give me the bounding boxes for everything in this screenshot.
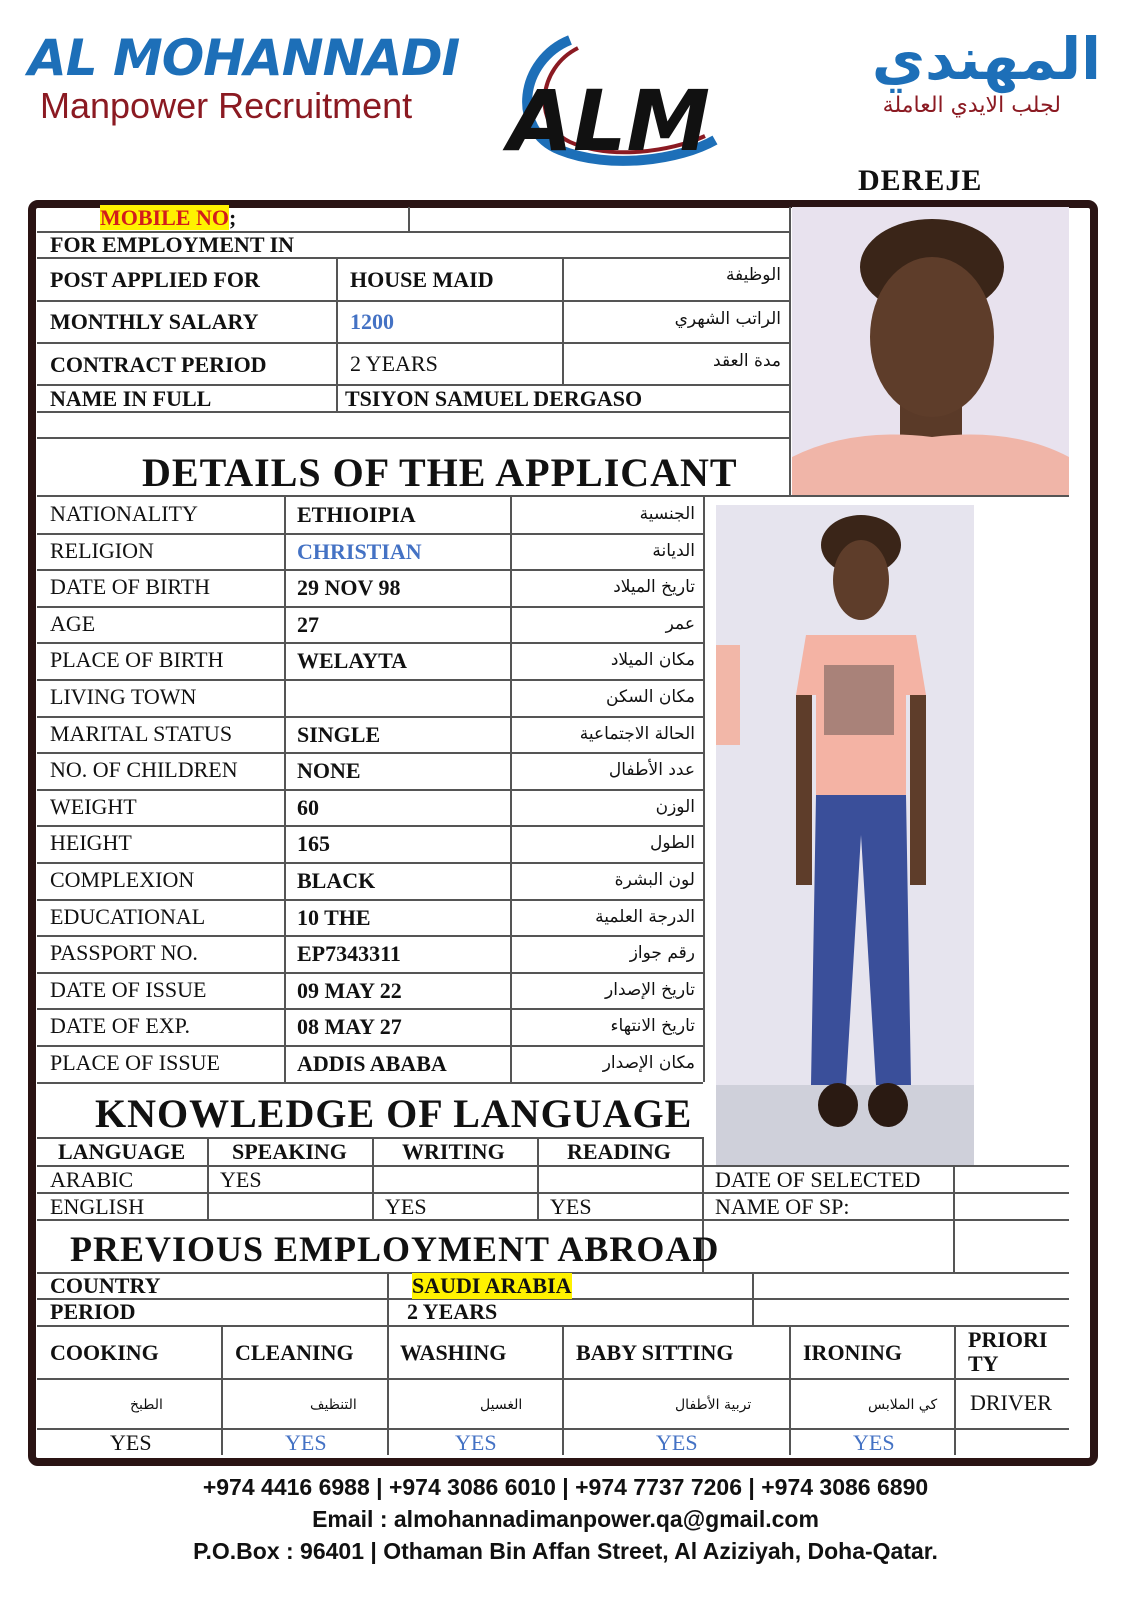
skill-value-cleaning: YES: [285, 1430, 327, 1455]
divider: [387, 1325, 389, 1455]
skill-value-cooking: YES: [110, 1430, 152, 1455]
brand-english: [28, 30, 498, 126]
brand-arabic-name: المهندي: [871, 25, 1101, 93]
contract-arabic: مدة العقد: [713, 351, 781, 371]
divider: [510, 496, 512, 1082]
detail-value: ADDIS ABABA: [297, 1051, 447, 1076]
detail-label: COMPLEXION: [50, 867, 195, 892]
divider: [372, 1137, 374, 1219]
divider: [954, 1325, 956, 1455]
detail-arabic-label: تاريخ الانتهاء: [610, 1016, 695, 1036]
divider: [37, 1045, 703, 1047]
details-title: DETAILS OF THE APPLICANT: [142, 450, 738, 495]
divider: [37, 1428, 1069, 1430]
detail-label: MARITAL STATUS: [50, 721, 233, 746]
skill-value-ironing: YES: [853, 1430, 895, 1455]
divider: [37, 606, 703, 608]
skill-arabic-ironing: كي الملابس: [868, 1397, 938, 1413]
detail-label: AGE: [50, 611, 96, 636]
detail-arabic-label: رقم جواز: [629, 943, 695, 963]
priority-label-1: PRIORI: [968, 1327, 1048, 1352]
divider: [37, 825, 703, 827]
skill-arabic-cooking: الطبخ: [130, 1397, 163, 1413]
lang-arabic-speaking: YES: [220, 1167, 262, 1192]
detail-value: 29 NOV 98: [297, 575, 401, 600]
detail-arabic-label: عمر: [665, 614, 695, 634]
post-value: HOUSE MAID: [350, 267, 494, 292]
brand-name: AL MOHANNADI: [28, 29, 460, 87]
lang-english-writing: YES: [385, 1194, 427, 1219]
detail-arabic-label: الوزن: [655, 797, 695, 817]
detail-label: NATIONALITY: [50, 501, 198, 526]
divider: [284, 496, 286, 1082]
divider: [37, 437, 789, 439]
divider: [953, 1165, 955, 1272]
name-sp-label: NAME OF SP:: [715, 1194, 850, 1219]
skill-header-cooking: COOKING: [50, 1340, 159, 1365]
portrait-image: [792, 207, 1069, 497]
detail-label: WEIGHT: [50, 794, 137, 819]
skill-header-baby-sitting: BABY SITTING: [576, 1340, 734, 1365]
skill-value-washing: YES: [455, 1430, 497, 1455]
divider: [37, 300, 789, 302]
divider: [336, 257, 338, 412]
detail-arabic-label: الدرجة العلمية: [595, 907, 695, 927]
detail-value: 165: [297, 831, 330, 856]
lang-header-language: LANGUAGE: [58, 1139, 186, 1164]
priority-value: DRIVER: [970, 1390, 1052, 1415]
brand-arabic-tagline: لجلب الايدي العاملة: [882, 93, 1061, 118]
detail-arabic-label: عدد الأطفال: [608, 760, 695, 780]
divider: [387, 1272, 389, 1325]
footer-email: Email : almohannadimanpower.qa@gmail.com: [312, 1506, 819, 1532]
detail-arabic-label: الحالة الاجتماعية: [579, 724, 695, 744]
language-title: KNOWLEDGE OF LANGUAGE: [95, 1091, 693, 1136]
divider: [37, 899, 703, 901]
divider: [37, 569, 703, 571]
skill-header-ironing: IRONING: [803, 1340, 903, 1365]
divider: [37, 972, 703, 974]
detail-label: RELIGION: [50, 538, 154, 563]
divider: [207, 1137, 209, 1219]
period-value: 2 YEARS: [407, 1299, 498, 1324]
detail-arabic-label: الطول: [650, 833, 695, 853]
detail-label: PLACE OF ISSUE: [50, 1050, 220, 1075]
divider: [37, 1325, 1069, 1327]
divider: [789, 1325, 791, 1455]
skill-header-washing: WASHING: [400, 1340, 507, 1365]
detail-value: 27: [297, 612, 319, 637]
divider: [37, 342, 789, 344]
detail-label: EDUCATIONAL: [50, 904, 206, 929]
divider: [37, 642, 703, 644]
skill-header-cleaning: CLEANING: [235, 1340, 354, 1365]
detail-arabic-label: مكان الإصدار: [602, 1053, 695, 1073]
skill-value-baby-sitting: YES: [656, 1430, 698, 1455]
lang-row-arabic: ARABIC: [50, 1167, 134, 1192]
salary-label: MONTHLY SALARY: [50, 309, 259, 334]
name-label: NAME IN FULL: [50, 386, 212, 411]
detail-arabic-label: الديانة: [652, 541, 695, 561]
detail-value: BLACK: [297, 868, 376, 893]
detail-label: DATE OF BIRTH: [50, 574, 211, 599]
lang-header-speaking: SPEAKING: [232, 1139, 347, 1164]
alm-logo: [500, 20, 740, 180]
mobile-label-wrap: [100, 205, 236, 231]
applicant-full-body-photo: [716, 505, 974, 1167]
divider: [37, 533, 703, 535]
detail-label: HEIGHT: [50, 830, 132, 855]
detail-arabic-label: الجنسية: [639, 504, 695, 524]
salary-value: 1200: [350, 309, 394, 334]
detail-label: DATE OF EXP.: [50, 1013, 190, 1038]
divider: [37, 1008, 703, 1010]
name-value: TSIYON SAMUEL DERGASO: [345, 386, 643, 411]
detail-label: NO. OF CHILDREN: [50, 757, 238, 782]
divider: [537, 1137, 539, 1219]
applicant-portrait-photo: [792, 207, 1069, 497]
divider: [408, 207, 410, 231]
period-label: PERIOD: [50, 1299, 136, 1324]
detail-label: DATE OF ISSUE: [50, 977, 207, 1002]
lang-english-reading: YES: [550, 1194, 592, 1219]
country-label: COUNTRY: [50, 1273, 161, 1298]
contract-label: CONTRACT PERIOD: [50, 352, 267, 377]
salary-arabic: الراتب الشهري: [674, 309, 781, 329]
lang-row-english: ENGLISH: [50, 1194, 145, 1219]
post-arabic: الوظيفة: [725, 265, 781, 285]
divider: [37, 679, 703, 681]
previous-title: PREVIOUS EMPLOYMENT ABROAD: [70, 1229, 720, 1269]
priority-label-2: TY: [968, 1351, 999, 1376]
country-value: SAUDI ARABIA: [412, 1273, 572, 1298]
divider: [562, 1325, 564, 1455]
divider: [752, 1272, 754, 1325]
post-label: POST APPLIED FOR: [50, 267, 260, 292]
divider: [37, 935, 703, 937]
divider: [789, 207, 791, 495]
brand-arabic: [741, 26, 1101, 120]
skill-arabic-baby-sitting: تربية الأطفال: [675, 1397, 752, 1413]
divider: [37, 1082, 703, 1084]
logo-swoosh-icon: [500, 20, 740, 180]
divider: [37, 716, 703, 718]
detail-label: PLACE OF BIRTH: [50, 647, 224, 672]
contract-value: 2 YEARS: [350, 351, 438, 376]
divider: [37, 789, 703, 791]
full-body-image: [716, 505, 974, 1167]
brand-tagline: Manpower Recruitment: [40, 85, 413, 126]
divider: [37, 495, 1069, 497]
detail-value: WELAYTA: [297, 648, 408, 673]
detail-arabic-label: تاريخ الميلاد: [613, 577, 695, 597]
lang-header-reading: READING: [567, 1139, 671, 1164]
logo-text: ALM: [508, 72, 711, 170]
divider: [37, 1378, 1069, 1380]
detail-value: NONE: [297, 758, 361, 783]
divider: [221, 1325, 223, 1455]
detail-value: SINGLE: [297, 722, 381, 747]
detail-label: LIVING TOWN: [50, 684, 197, 709]
date-selected-label: DATE OF SELECTED: [715, 1167, 921, 1192]
detail-label: PASSPORT NO.: [50, 940, 198, 965]
divider: [703, 496, 705, 1082]
divider: [37, 752, 703, 754]
detail-arabic-label: لون البشرة: [614, 870, 695, 890]
detail-value: 08 MAY 27: [297, 1014, 402, 1039]
detail-value: CHRISTIAN: [297, 539, 422, 564]
detail-value: 60: [297, 795, 319, 820]
skill-arabic-washing: الغسيل: [480, 1397, 523, 1413]
lang-header-writing: WRITING: [402, 1139, 505, 1164]
detail-arabic-label: تاريخ الإصدار: [605, 980, 695, 1000]
employment-label: FOR EMPLOYMENT IN: [50, 232, 295, 257]
detail-value: 10 THE: [297, 905, 371, 930]
detail-arabic-label: مكان السكن: [606, 687, 695, 707]
divider: [562, 257, 564, 384]
agent-name: DEREJE: [858, 164, 983, 197]
detail-value: 09 MAY 22: [297, 978, 402, 1003]
detail-value: EP7343311: [297, 941, 401, 966]
detail-value: ETHIOIPIA: [297, 502, 416, 527]
detail-arabic-label: مكان الميلاد: [610, 650, 695, 670]
footer-phones: +974 4416 6988 | +974 3086 6010 | +974 7737 7206 | +974 3086 6890: [202, 1474, 929, 1500]
skill-arabic-cleaning: التنظيف: [310, 1397, 357, 1413]
mobile-label: MOBILE NO: [100, 205, 229, 230]
mobile-label-suffix: ;: [228, 205, 237, 230]
divider: [37, 862, 703, 864]
footer-address: P.O.Box : 96401 | Othaman Bin Affan Street, Al Aziziyah, Doha-Qatar.: [193, 1538, 938, 1564]
